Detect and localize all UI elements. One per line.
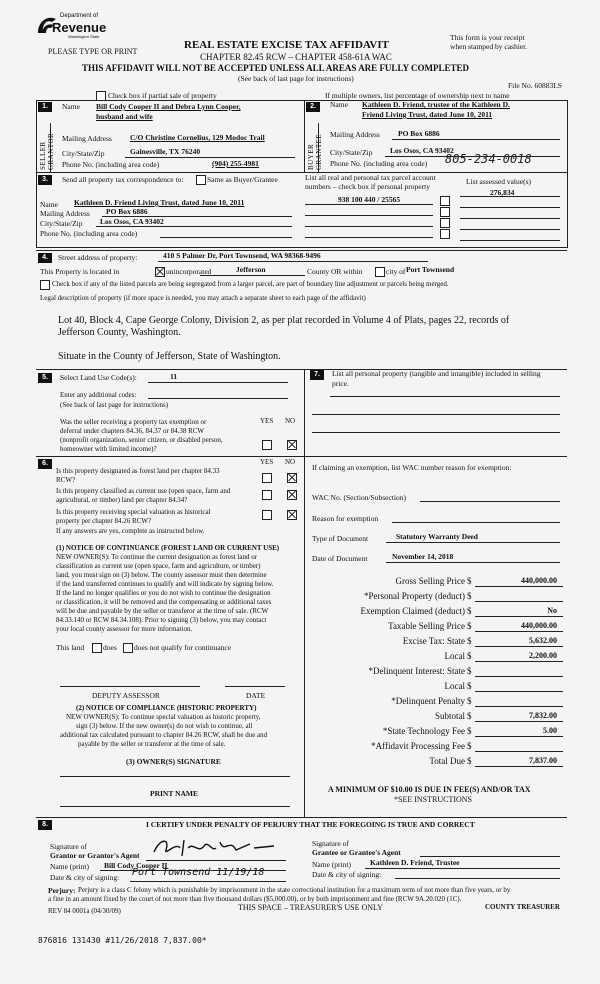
assessed-label: List assessed value(s) xyxy=(466,177,531,186)
parcel-list-label-1: List all real and personal tax parcel account xyxy=(305,173,436,182)
notice-1-line: land, you must sign on (3) below. The county assessor must then determine xyxy=(56,571,267,579)
dept-line: Department of xyxy=(60,13,99,19)
grantee-agent-label: Grantee or Grantee's Agent xyxy=(312,848,401,857)
doc-type: Statutory Warranty Deed xyxy=(396,532,478,541)
corr-city: Los Osos, CA 93402 xyxy=(100,217,164,226)
personal-property-label-1: List all personal property (tangible and intangible) included in selling xyxy=(332,369,541,378)
q5-line-b: deferral under chapters 84.36, 84.37 or 84.38 RCW xyxy=(60,427,205,435)
file-no: File No. 60883LS xyxy=(508,81,562,90)
grantee-name: Kathleen D. Friend, Trustee xyxy=(370,858,460,867)
tax-row xyxy=(310,590,565,604)
legal-desc-line-3: Situate in the County of Jefferson, State of Washington. xyxy=(58,351,281,362)
tax-row-label: Local xyxy=(444,651,465,661)
multiple-owners-label: If multiple owners, list percentage of ownership next to name xyxy=(325,91,510,100)
perjury-line-2: a fine in an amount fixed by the court of not more than five thousand dollars ($5,000.00), or by both imprisonment and fine (RCW 9A.20.020 (1C). xyxy=(48,895,462,903)
currency-sign: $ xyxy=(467,681,472,691)
buyer-phone-label: Phone No. (including area code) xyxy=(330,159,428,168)
grantee-date-city-label: Date & city of signing: xyxy=(312,870,382,879)
seller-city-label: City/State/Zip xyxy=(62,149,105,158)
q5-line-c: (nonprofit organization, senior citizen, or disabled person, xyxy=(60,436,223,444)
q5-line-d: homeowner with limited income)? xyxy=(60,445,157,453)
q5-yes-checkbox[interactable] xyxy=(262,440,272,450)
notice-1-line: or classification, it will be removed and the compensating or additional taxes xyxy=(56,598,272,606)
deputy-assessor-label: DEPUTY ASSESSOR xyxy=(92,691,160,700)
notice-1-line: your local county assessor for more information. xyxy=(56,625,193,633)
tax-row-label: *State Technology Fee xyxy=(382,726,465,736)
tax-row-label: *Personal Property (deduct) xyxy=(364,591,465,601)
city-of-checkbox[interactable] xyxy=(375,267,385,277)
q5-no-checkbox[interactable] xyxy=(287,440,297,450)
notice-1-line: classification as current use (open space, farm and agriculture, or timber) xyxy=(56,562,261,570)
tax-row-value: No xyxy=(547,606,557,615)
corr-name-label: Name xyxy=(40,200,58,209)
tax-row-value: 5,632.00 xyxy=(529,636,557,645)
notice-1-line: if the land transferred continues to qualify and will indicate by signing below. xyxy=(56,580,274,588)
form-warning: THIS AFFIDAVIT WILL NOT BE ACCEPTED UNLESS ALL AREAS ARE FULLY COMPLETED xyxy=(82,63,470,73)
q6c-line-3: If any answers are yes, complete as instructed below. xyxy=(56,527,205,535)
buyer-city: Los Osos, CA 93402 xyxy=(390,146,454,155)
partial-sale-label: Check box if partial sale of property xyxy=(108,91,217,100)
notice-2-line: NEW OWNER(S): To continue special valuation as historic property, xyxy=(66,713,261,721)
corr-mailing-label: Mailing Address xyxy=(40,209,90,218)
doc-date-label: Date of Document xyxy=(312,554,368,563)
tax-row-label: Total Due xyxy=(429,756,465,766)
wac-label: WAC No. (Section/Subsection) xyxy=(312,493,406,502)
tax-row xyxy=(310,650,565,664)
notice-1-line: NEW OWNER(S): To continue the current designation as forest land or xyxy=(56,553,258,561)
located-in-label: This Property is located in xyxy=(40,267,120,276)
notice-2-line: payable by the seller or transferor at the time of sale. xyxy=(78,740,226,748)
same-as-buyer-label: Same as Buyer/Grantee xyxy=(207,175,278,184)
tax-row-label: Subtotal xyxy=(434,711,465,721)
perjury-line-1: Perjury is a class C felony which is punishable by imprisonment in the state correctional institution for a maximum term of not more than five years, or by xyxy=(78,886,511,894)
street-address: 410 S Palmer Dr, Port Townsend, WA 98368-9496 xyxy=(163,251,321,260)
tax-row-value: 7,832.00 xyxy=(529,711,557,720)
grantor-sig-label: Signature of xyxy=(50,842,87,851)
tax-row-label: Taxable Selling Price xyxy=(388,621,465,631)
tax-row xyxy=(310,665,565,679)
reason-label: Reason for exemption xyxy=(312,514,379,523)
tax-row-label: *Delinquent Penalty xyxy=(391,696,465,706)
corr-phone-label: Phone No. (including area code) xyxy=(40,229,138,238)
rev-number: REV 84 0001a (04/30/09) xyxy=(48,907,121,915)
buyer-mailing-label: Mailing Address xyxy=(330,130,380,139)
buyer-name-label: Name xyxy=(330,100,348,109)
parcel-2-personal-checkbox[interactable] xyxy=(440,207,450,217)
corr-name: Kathleen D. Friend Living Trust, dated June 10, 2011 xyxy=(74,198,245,207)
cashier-stamp: 876816 131430 #11/26/2018 7,837.00* xyxy=(38,936,207,945)
county-name: Jefferson xyxy=(236,265,266,274)
section-2-badge: 2. xyxy=(306,102,320,112)
tax-row-label: Gross Selling Price xyxy=(395,576,465,586)
county-or-label: County OR within xyxy=(307,267,363,276)
section-8-badge: 8. xyxy=(38,820,52,830)
notice-2-title: (2) NOTICE OF COMPLIANCE (HISTORIC PROPERTY) xyxy=(76,704,257,712)
grantor-name-label: Name (print) xyxy=(50,862,89,871)
unincorporated-label: unincorporated xyxy=(166,267,212,276)
tax-row-value: 2,200.00 xyxy=(529,651,557,660)
see-instructions: (See back of last page for instructions) xyxy=(238,74,354,83)
tax-row-label: Local xyxy=(444,681,465,691)
tax-row xyxy=(310,695,565,709)
seller-name-label: Name xyxy=(62,102,80,111)
see-instructions-star: *SEE INSTRUCTIONS xyxy=(394,795,473,804)
tax-row xyxy=(310,620,565,634)
grantor-signature xyxy=(150,834,280,860)
street-label: Street address of property: xyxy=(58,253,138,262)
notice-1-title: (1) NOTICE OF CONTINUANCE (FOREST LAND OR CURRENT USE) xyxy=(56,544,280,552)
form-title: REAL ESTATE EXCISE TAX AFFIDAVIT xyxy=(184,39,389,51)
no-header-5: NO xyxy=(285,417,296,425)
grantor-name: Bill Cody Cooper II xyxy=(104,861,168,870)
tax-row-value: 5.00 xyxy=(543,726,557,735)
tax-row xyxy=(310,740,565,754)
q6b-no-checkbox[interactable] xyxy=(287,490,297,500)
parcel-3-personal-checkbox[interactable] xyxy=(440,218,450,228)
land-use-label: Select Land Use Code(s): xyxy=(60,373,137,382)
q6b-line-1: Is this property classified as current use (open space, farm and xyxy=(56,487,231,495)
parcel-4-personal-checkbox[interactable] xyxy=(440,229,450,239)
currency-sign: $ xyxy=(467,711,472,721)
grantee-sig-label: Signature of xyxy=(312,839,349,848)
same-as-buyer-checkbox[interactable] xyxy=(196,175,206,185)
notice-1-line: 84.33.140 or RCW 84.34.108). Prior to signing (3) below, you may contact xyxy=(56,616,267,624)
does-label: does xyxy=(103,643,117,652)
does-not-label: does not qualify for continuance xyxy=(134,643,232,652)
q6a-yes-checkbox[interactable] xyxy=(262,473,272,483)
q6c-yes-checkbox[interactable] xyxy=(262,510,272,520)
certify-statement: I CERTIFY UNDER PENALTY OF PERJURY THAT THE FOREGOING IS TRUE AND CORRECT xyxy=(146,820,475,829)
q6a-line-2: RCW? xyxy=(56,476,76,484)
form-chapter: CHAPTER 82.45 RCW – CHAPTER 458-61A WAC xyxy=(200,52,392,62)
q5-line-a: Was the seller receiving a property tax exemption or xyxy=(60,418,207,426)
tax-row xyxy=(310,680,565,694)
legal-desc-line-1: Lot 40, Block 4, Cape George Colony, Division 2, as per plat recorded in Volume 4 of Plats, pages 22, records of xyxy=(58,315,510,326)
personal-property-label-2: price. xyxy=(332,379,349,388)
parcel-1-personal-checkbox[interactable] xyxy=(440,196,450,206)
section-3-badge: 3. xyxy=(38,175,52,185)
tax-row xyxy=(310,575,565,589)
currency-sign: $ xyxy=(467,741,472,751)
section-6-badge: 6. xyxy=(38,459,52,469)
print-name-label: PRINT NAME xyxy=(150,789,198,798)
tax-row-value: 7,837.00 xyxy=(529,756,557,765)
q6b-line-2: agricultural, or timber) land per chapter 84.34? xyxy=(56,496,188,504)
doc-date: November 14, 2018 xyxy=(392,552,454,561)
section-5-badge: 5. xyxy=(38,373,52,383)
assessed-value: 276,834 xyxy=(490,188,515,197)
seller-phone: (904) 255-4981 xyxy=(212,159,259,168)
buyer-mailing: PO Box 6886 xyxy=(398,129,440,138)
unincorporated-checkbox[interactable] xyxy=(155,267,165,277)
seller-city: Gainesville, TX 76240 xyxy=(130,147,201,156)
grantee-name-label: Name (print) xyxy=(312,860,351,869)
tax-row-value: 440,000.00 xyxy=(521,621,557,630)
doc-type-label: Type of Document xyxy=(312,534,369,543)
currency-sign: $ xyxy=(467,726,472,736)
notice-1-line: If the land no longer qualifies or you do not wish to continue the designation xyxy=(56,589,271,597)
this-land-label: This land xyxy=(56,643,85,652)
legal-desc-label: Legal description of property (if more space is needed, you may attach a separate sheet to each page of the affidavit) xyxy=(40,294,366,302)
seller-phone-label: Phone No. (including area code) xyxy=(62,160,160,169)
wa-state: Washington State xyxy=(68,34,100,39)
grantor-date-city: Port Townsend 11/19/18 xyxy=(132,867,265,878)
notice-3-title: (3) OWNER(S) SIGNATURE xyxy=(126,757,221,766)
treasurer-space: THIS SPACE – TREASURER'S USE ONLY xyxy=(238,903,383,912)
seller-side-label: SELLER GRANTOR xyxy=(39,132,55,170)
q6c-line-1: Is this property receiving special valuation as historical xyxy=(56,508,211,516)
parcel-number: 938 100 440 / 25565 xyxy=(338,195,401,204)
corr-mailing: PO Box 6886 xyxy=(106,207,148,216)
perjury-label: Perjury: xyxy=(48,886,76,895)
revenue-logo xyxy=(34,10,107,40)
city-of-label: city of xyxy=(386,267,406,276)
seller-mailing-label: Mailing Address xyxy=(62,134,112,143)
tax-row xyxy=(310,635,565,649)
grantor-date-city-label: Date & city of signing: xyxy=(50,873,120,882)
parcel-list-label-2: numbers – check box if personal property xyxy=(305,182,430,191)
seller-name-2: husband and wife xyxy=(96,112,153,121)
notice-2-line: sign (3) below. If the new owner(s) do not wish to continue, all xyxy=(76,722,253,730)
receipt-line1: This form is your receipt xyxy=(450,33,525,42)
buyer-phone-handwritten: 805-234-0018 xyxy=(445,152,532,166)
q6a-line-1: Is this property designated as forest land per chapter 84.33 xyxy=(56,467,220,475)
land-does-checkbox[interactable] xyxy=(92,643,102,653)
currency-sign: $ xyxy=(467,651,472,661)
tax-row-label: Exemption Claimed (deduct) xyxy=(360,606,465,616)
exemption-claim-label: If claiming an exemption, list WAC number reason for exemption: xyxy=(312,463,512,472)
correspondence-label: Send all property tax correspondence to: xyxy=(62,175,184,184)
receipt-line2: when stamped by cashier. xyxy=(450,42,528,51)
currency-sign: $ xyxy=(467,756,472,766)
buyer-name-2: Friend Living Trust, dated June 10, 2011 xyxy=(362,110,493,119)
tax-row-label: *Affidavit Processing Fee xyxy=(371,741,465,751)
q6c-no-checkbox[interactable] xyxy=(287,510,297,520)
tax-row xyxy=(310,710,565,724)
currency-sign: $ xyxy=(467,666,472,676)
tax-row-label: *Delinquent Interest: State xyxy=(368,666,465,676)
buyer-name: Kathleen D. Friend, trustee of the Kathleen D. xyxy=(362,100,510,109)
seller-name: Bill Cody Cooper II and Debra Lynn Cooper, xyxy=(96,102,241,111)
date-label: DATE xyxy=(246,691,266,700)
county-treasurer: COUNTY TREASURER xyxy=(485,903,560,911)
seller-mailing: C/O Christine Cornelius, 129 Modoc Trail xyxy=(130,133,265,142)
tax-row xyxy=(310,755,565,769)
segregated-checkbox[interactable] xyxy=(40,280,50,290)
q6c-line-2: property per chapter 84.26 RCW? xyxy=(56,517,152,525)
tax-row-label: Excise Tax: State xyxy=(402,636,465,646)
q6b-yes-checkbox[interactable] xyxy=(262,490,272,500)
currency-sign: $ xyxy=(467,696,472,706)
notice-1-line: will be due and payable by the seller or transferor at the time of sale. (RCW xyxy=(56,607,269,615)
city-name: Port Townsend xyxy=(406,265,455,274)
no-header-6: NO xyxy=(285,458,296,466)
grantor-agent-label: Grantor or Grantor's Agent xyxy=(50,851,140,860)
see-back-label: (See back of last page for instructions) xyxy=(60,401,169,409)
section-4-badge: 4. xyxy=(38,253,52,263)
land-use-code: 11 xyxy=(170,372,178,381)
currency-sign: $ xyxy=(467,621,472,631)
legal-desc-line-2: Jefferson County, Washington. xyxy=(58,327,181,338)
buyer-city-label: City/State/Zip xyxy=(330,148,373,157)
tax-row xyxy=(310,725,565,739)
section-1-badge: 1. xyxy=(38,102,52,112)
segregated-label: Check box if any of the listed parcels are being segregated from a larger parcel, are part of boundary line adjustment or parcels being merged. xyxy=(52,280,449,288)
tax-row-value: 440,000.00 xyxy=(521,576,557,585)
currency-sign: $ xyxy=(467,591,472,601)
q6a-no-checkbox[interactable] xyxy=(287,473,297,483)
currency-sign: $ xyxy=(467,606,472,616)
tax-row xyxy=(310,605,565,619)
buyer-side-label: BUYER GRANTEE xyxy=(307,133,323,170)
yes-header-6: YES xyxy=(260,458,274,466)
minimum-fee-notice: A MINIMUM OF $10.00 IS DUE IN FEE(S) AND/OR TAX xyxy=(328,785,531,794)
currency-sign: $ xyxy=(467,576,472,586)
notice-2-line: additional tax calculated pursuant to chapter 84.26 RCW, shall be due and xyxy=(60,731,268,739)
please-type: PLEASE TYPE OR PRINT xyxy=(48,47,138,56)
revenue-wordmark: Revenue xyxy=(52,20,107,35)
corr-city-label: City/State/Zip xyxy=(40,219,83,228)
currency-sign: $ xyxy=(467,636,472,646)
additional-codes-label: Enter any additional codes: xyxy=(60,391,137,399)
section-7-badge: 7. xyxy=(310,370,324,380)
land-does-not-checkbox[interactable] xyxy=(123,643,133,653)
yes-header-5: YES xyxy=(260,417,274,425)
